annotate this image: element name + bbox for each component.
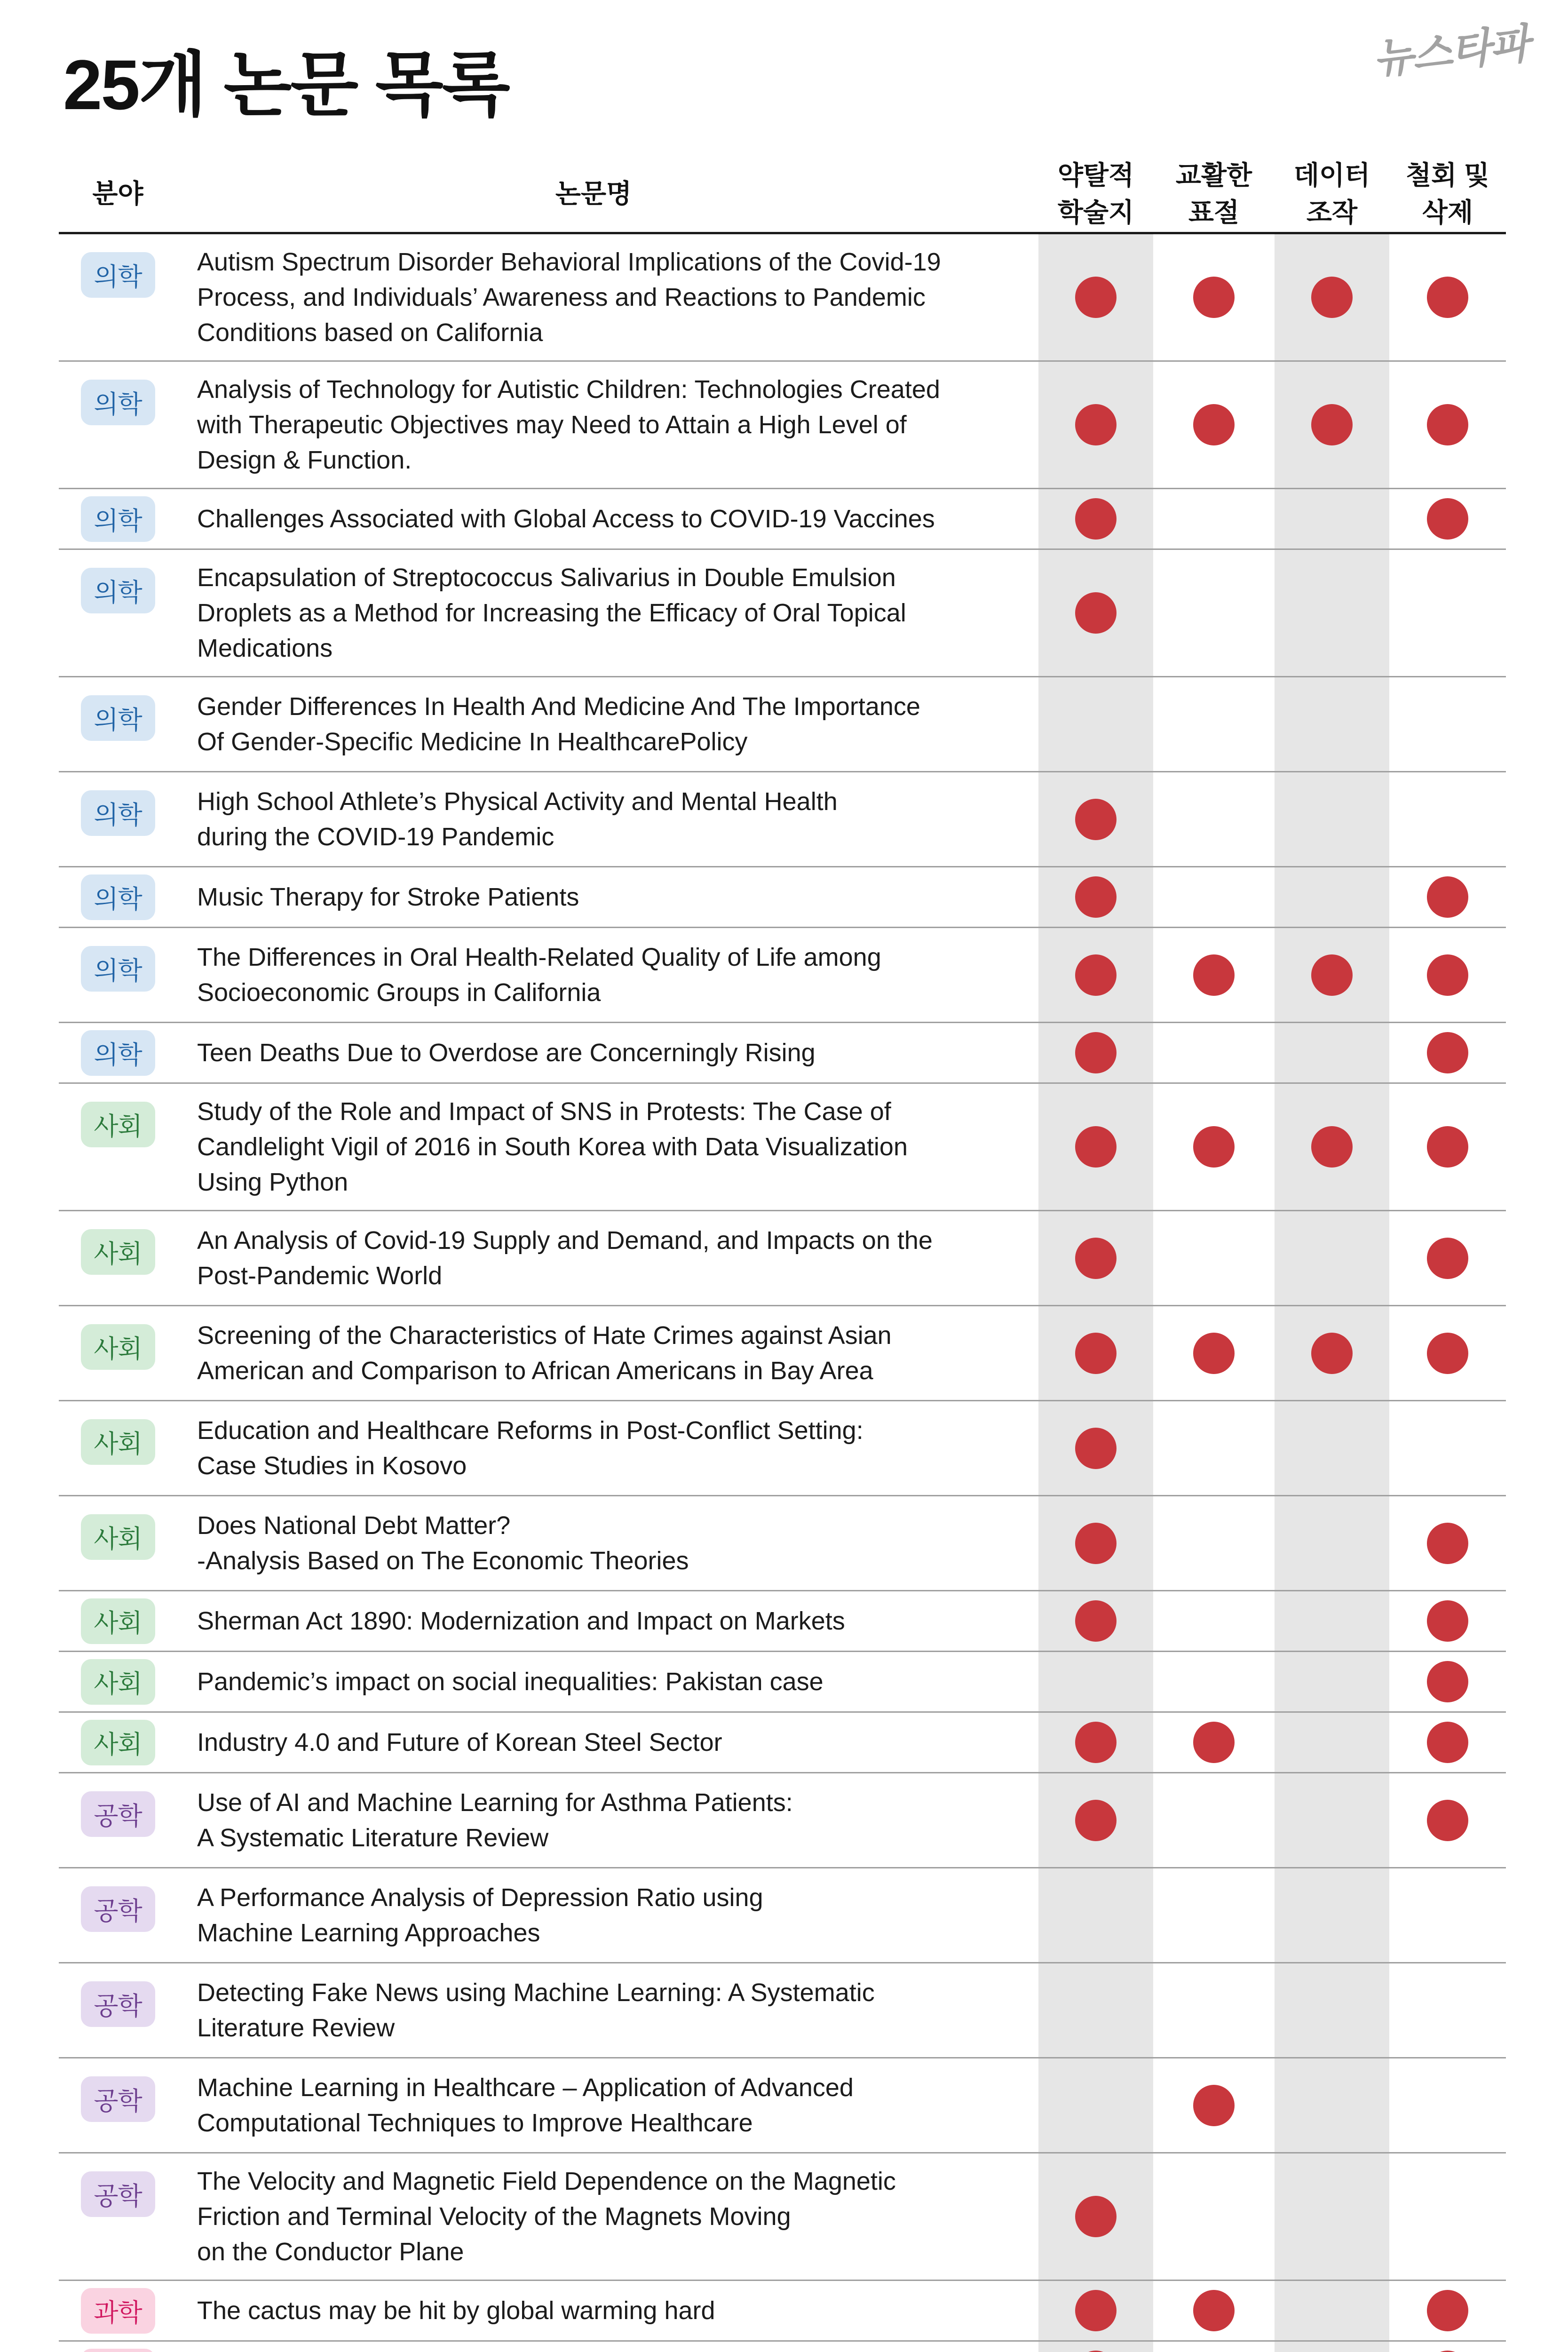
- category-badge: 공학: [81, 1886, 155, 1932]
- mark-cell-retraction: [1389, 2058, 1506, 2152]
- mark-dot: [1075, 1428, 1117, 1469]
- mark-dot: [1427, 1523, 1468, 1564]
- category-badge: 사회: [81, 1720, 155, 1765]
- mark-dot: [1075, 498, 1117, 540]
- category-cell: [59, 772, 177, 866]
- mark-cell-retraction: [1389, 1496, 1506, 1590]
- table-row: [59, 928, 1506, 1023]
- mark-cell-plagiarism: [1153, 2058, 1275, 2152]
- mark-cell-plagiarism: [1153, 1496, 1275, 1590]
- mark-cell-retraction: [1389, 1868, 1506, 1962]
- category-cell: [59, 1868, 177, 1962]
- paper-title: Pandemic’s impact on social inequalities: Pakistan case: [197, 1667, 824, 1696]
- mark-dot: [1427, 954, 1468, 996]
- mark-cell-plagiarism: [1153, 1652, 1275, 1711]
- table-row: [59, 772, 1506, 867]
- mark-cell-data-manipulation: [1275, 2281, 1389, 2340]
- paper-title-cell: [177, 1306, 1038, 1400]
- mark-cell-data-manipulation: [1275, 1084, 1389, 1210]
- mark-dot: [1427, 404, 1468, 445]
- paper-title: The Differences in Oral Health-Related Quality of Life among Socioeconomic Groups in California: [197, 943, 881, 1007]
- header-title: 논문명: [555, 179, 632, 208]
- category-badge: 과학: [81, 2288, 155, 2334]
- category-badge: 사회: [81, 1419, 155, 1465]
- mark-cell-plagiarism: [1153, 1963, 1275, 2057]
- category-cell: [59, 1773, 177, 1867]
- mark-cell-plagiarism: [1153, 1084, 1275, 1210]
- category-cell: [59, 362, 177, 488]
- mark-dot: [1075, 592, 1117, 634]
- table-row: [59, 1401, 1506, 1496]
- paper-title-cell: [177, 1868, 1038, 1962]
- mark-dot: [1075, 876, 1117, 918]
- category-cell: [59, 2342, 177, 2352]
- mark-cell-predatory-journal: [1038, 1868, 1153, 1962]
- category-badge: 의학: [81, 568, 155, 613]
- mark-dot: [1075, 799, 1117, 840]
- mark-dot: [1075, 1032, 1117, 1073]
- mark-cell-predatory-journal: [1038, 1591, 1153, 1651]
- mark-dot: [1075, 404, 1117, 445]
- mark-dot: [1193, 1333, 1235, 1374]
- mark-cell-retraction: [1389, 1773, 1506, 1867]
- table-row: [59, 489, 1506, 550]
- category-badge: [81, 2349, 155, 2352]
- mark-dot: [1427, 2290, 1468, 2331]
- table-row: [59, 1773, 1506, 1868]
- mark-dot: [1075, 2290, 1117, 2331]
- mark-cell-predatory-journal: [1038, 2342, 1153, 2352]
- mark-cell-data-manipulation: [1275, 1023, 1389, 1082]
- category-badge: 공학: [81, 1791, 155, 1837]
- mark-cell-retraction: [1389, 1652, 1506, 1711]
- mark-cell-retraction: [1389, 2153, 1506, 2280]
- category-cell: [59, 2281, 177, 2340]
- mark-dot: [1427, 1238, 1468, 1279]
- paper-title-cell: [177, 489, 1038, 548]
- mark-dot: [1075, 1238, 1117, 1279]
- mark-cell-data-manipulation: [1275, 2058, 1389, 2152]
- paper-title: An Analysis of Covid-19 Supply and Demand, and Impacts on the Post-Pandemic World: [197, 1226, 933, 1290]
- paper-title-cell: [177, 1211, 1038, 1305]
- mark-dot: [1427, 1722, 1468, 1763]
- papers-table: [59, 155, 1506, 2352]
- newstapa-logo: 뉴스타파: [1370, 20, 1531, 83]
- mark-cell-retraction: [1389, 867, 1506, 927]
- header-field: 분야: [92, 179, 143, 208]
- paper-title-cell: [177, 1496, 1038, 1590]
- paper-title-cell: [177, 2153, 1038, 2280]
- paper-title-cell: [177, 1713, 1038, 1772]
- paper-title: Sherman Act 1890: Modernization and Impact on Markets: [197, 1606, 845, 1635]
- mark-cell-data-manipulation: [1275, 234, 1389, 360]
- table-row: [59, 677, 1506, 772]
- category-cell: [59, 928, 177, 1022]
- paper-title: Teen Deaths Due to Overdose are Concerningly Rising: [197, 1038, 816, 1067]
- table-row: [59, 1306, 1506, 1401]
- mark-dot: [1193, 2085, 1235, 2126]
- mark-cell-plagiarism: [1153, 1211, 1275, 1305]
- paper-title-cell: [177, 234, 1038, 360]
- mark-cell-retraction: [1389, 550, 1506, 676]
- table-body: [59, 234, 1506, 2352]
- category-cell: [59, 867, 177, 927]
- category-cell: [59, 489, 177, 548]
- mark-cell-predatory-journal: [1038, 677, 1153, 771]
- mark-cell-plagiarism: [1153, 362, 1275, 488]
- mark-dot: [1193, 1126, 1235, 1168]
- mark-cell-retraction: [1389, 1084, 1506, 1210]
- mark-cell-data-manipulation: [1275, 550, 1389, 676]
- table-header: [59, 155, 1506, 234]
- paper-title-cell: [177, 1963, 1038, 2057]
- mark-cell-retraction: [1389, 1211, 1506, 1305]
- mark-cell-predatory-journal: [1038, 1773, 1153, 1867]
- mark-cell-predatory-journal: [1038, 1963, 1153, 2057]
- mark-dot: [1427, 1333, 1468, 1374]
- category-cell: [59, 677, 177, 771]
- paper-title-cell: [177, 362, 1038, 488]
- mark-dot: [1193, 277, 1235, 318]
- mark-dot: [1427, 1032, 1468, 1073]
- paper-title-cell: [177, 2342, 1038, 2352]
- paper-title: Study of the Role and Impact of SNS in Protests: The Case of Candlelight Vigil of 2016 in South Korea with Data Visualization Using Python: [197, 1097, 908, 1196]
- paper-title-cell: [177, 1591, 1038, 1651]
- mark-dot: [1075, 1126, 1117, 1168]
- category-cell: [59, 1401, 177, 1495]
- mark-dot: [1193, 2290, 1235, 2331]
- paper-title: Detecting Fake News using Machine Learning: A Systematic Literature Review: [197, 1978, 875, 2042]
- category-cell: [59, 1084, 177, 1210]
- table-row: [59, 1591, 1506, 1652]
- category-badge: 의학: [81, 874, 155, 920]
- mark-dot: [1427, 277, 1468, 318]
- category-badge: 사회: [81, 1102, 155, 1147]
- mark-cell-data-manipulation: [1275, 1868, 1389, 1962]
- paper-title-cell: [177, 550, 1038, 676]
- mark-dot: [1427, 876, 1468, 918]
- mark-dot: [1427, 1126, 1468, 1168]
- paper-title: Machine Learning in Healthcare – Application of Advanced Computational Techniques to Improve Healthcare: [197, 2073, 854, 2137]
- category-cell: [59, 1023, 177, 1082]
- mark-cell-predatory-journal: [1038, 2058, 1153, 2152]
- mark-cell-retraction: [1389, 928, 1506, 1022]
- mark-dot: [1075, 1722, 1117, 1763]
- category-badge: 사회: [81, 1598, 155, 1644]
- mark-cell-predatory-journal: [1038, 928, 1153, 1022]
- mark-dot: [1193, 1722, 1235, 1763]
- mark-dot: [1075, 1333, 1117, 1374]
- mark-cell-plagiarism: [1153, 2342, 1275, 2352]
- table-row: [59, 1084, 1506, 1211]
- mark-cell-predatory-journal: [1038, 1084, 1153, 1210]
- paper-title: Screening of the Characteristics of Hate Crimes against Asian American and Comparison to African Americans in Bay Area: [197, 1321, 892, 1385]
- paper-title: Industry 4.0 and Future of Korean Steel Sector: [197, 1728, 722, 1756]
- mark-cell-data-manipulation: [1275, 928, 1389, 1022]
- mark-cell-predatory-journal: [1038, 489, 1153, 548]
- paper-title-cell: [177, 1401, 1038, 1495]
- mark-cell-data-manipulation: [1275, 1401, 1389, 1495]
- mark-cell-data-manipulation: [1275, 2342, 1389, 2352]
- mark-dot: [1311, 404, 1353, 445]
- category-badge: 사회: [81, 1229, 155, 1275]
- category-badge: 사회: [81, 1324, 155, 1370]
- category-cell: [59, 2153, 177, 2280]
- mark-dot: [1075, 1800, 1117, 1841]
- mark-cell-data-manipulation: [1275, 2153, 1389, 2280]
- table-row: [59, 362, 1506, 489]
- paper-title: Analysis of Technology for Autistic Children: Technologies Created with Therapeutic Objectives may Need to Attain a High Level of Design & Function.: [197, 375, 940, 474]
- mark-cell-data-manipulation: [1275, 1963, 1389, 2057]
- category-cell: [59, 234, 177, 360]
- table-row: [59, 2058, 1506, 2153]
- mark-cell-data-manipulation: [1275, 677, 1389, 771]
- paper-title: Use of AI and Machine Learning for Asthma Patients: A Systematic Literature Review: [197, 1788, 793, 1852]
- mark-cell-retraction: [1389, 1591, 1506, 1651]
- category-badge: 공학: [81, 2171, 155, 2217]
- mark-cell-plagiarism: [1153, 677, 1275, 771]
- mark-dot: [1193, 404, 1235, 445]
- mark-cell-predatory-journal: [1038, 772, 1153, 866]
- category-cell: [59, 1306, 177, 1400]
- mark-cell-retraction: [1389, 1713, 1506, 1772]
- paper-title: Music Therapy for Stroke Patients: [197, 882, 579, 911]
- category-cell: [59, 1652, 177, 1711]
- mark-cell-predatory-journal: [1038, 1496, 1153, 1590]
- mark-cell-plagiarism: [1153, 550, 1275, 676]
- mark-cell-plagiarism: [1153, 234, 1275, 360]
- mark-dot: [1427, 1800, 1468, 1841]
- paper-title: Gender Differences In Health And Medicine And The Importance Of Gender-Specific Medicine In HealthcarePolicy: [197, 692, 920, 756]
- mark-cell-retraction: [1389, 2342, 1506, 2352]
- paper-title: Education and Healthcare Reforms in Post-Conflict Setting: Case Studies in Kosovo: [197, 1416, 863, 1480]
- category-cell: [59, 1211, 177, 1305]
- table-row: [59, 1963, 1506, 2058]
- table-row: [59, 550, 1506, 677]
- mark-cell-plagiarism: [1153, 1023, 1275, 1082]
- mark-cell-predatory-journal: [1038, 1023, 1153, 1082]
- mark-cell-predatory-journal: [1038, 867, 1153, 927]
- mark-dot: [1427, 1661, 1468, 1702]
- mark-cell-plagiarism: [1153, 1713, 1275, 1772]
- table-row: [59, 2342, 1506, 2352]
- category-badge: 공학: [81, 2076, 155, 2122]
- mark-cell-retraction: [1389, 362, 1506, 488]
- paper-title: Autism Spectrum Disorder Behavioral Implications of the Covid-19 Process, and Individuals’ Awareness and Reactions to Pandemic Conditions based on California: [197, 247, 941, 347]
- mark-cell-predatory-journal: [1038, 2281, 1153, 2340]
- mark-cell-predatory-journal: [1038, 1306, 1153, 1400]
- table-row: [59, 1496, 1506, 1591]
- mark-cell-plagiarism: [1153, 2153, 1275, 2280]
- mark-cell-data-manipulation: [1275, 1773, 1389, 1867]
- category-cell: [59, 1591, 177, 1651]
- category-cell: [59, 1496, 177, 1590]
- mark-cell-plagiarism: [1153, 772, 1275, 866]
- mark-cell-plagiarism: [1153, 1773, 1275, 1867]
- category-badge: 의학: [81, 380, 155, 425]
- mark-cell-plagiarism: [1153, 867, 1275, 927]
- category-badge: 의학: [81, 946, 155, 992]
- paper-title-cell: [177, 928, 1038, 1022]
- table-row: [59, 1652, 1506, 1713]
- mark-dot: [1311, 1126, 1353, 1168]
- header-predatory-journal: 약탈적 학술지: [1057, 160, 1134, 227]
- mark-cell-predatory-journal: [1038, 2153, 1153, 2280]
- category-badge: 의학: [81, 496, 155, 542]
- mark-cell-predatory-journal: [1038, 1652, 1153, 1711]
- mark-dot: [1075, 2196, 1117, 2237]
- mark-cell-data-manipulation: [1275, 1211, 1389, 1305]
- category-badge: 의학: [81, 695, 155, 741]
- paper-title: The Velocity and Magnetic Field Dependence on the Magnetic Friction and Terminal Velocity of the Magnets Moving on the Conductor Plane: [197, 2167, 896, 2266]
- mark-cell-data-manipulation: [1275, 1306, 1389, 1400]
- table-row: [59, 1868, 1506, 1963]
- mark-dot: [1311, 277, 1353, 318]
- mark-dot: [1311, 1333, 1353, 1374]
- mark-cell-data-manipulation: [1275, 772, 1389, 866]
- mark-cell-plagiarism: [1153, 928, 1275, 1022]
- mark-cell-retraction: [1389, 489, 1506, 548]
- mark-dot: [1193, 954, 1235, 996]
- category-badge: 공학: [81, 1981, 155, 2027]
- mark-cell-data-manipulation: [1275, 489, 1389, 548]
- mark-cell-predatory-journal: [1038, 550, 1153, 676]
- mark-cell-data-manipulation: [1275, 1652, 1389, 1711]
- mark-cell-plagiarism: [1153, 1401, 1275, 1495]
- mark-cell-predatory-journal: [1038, 1713, 1153, 1772]
- category-cell: [59, 1713, 177, 1772]
- mark-cell-predatory-journal: [1038, 234, 1153, 360]
- table-row: [59, 2153, 1506, 2281]
- mark-cell-retraction: [1389, 772, 1506, 866]
- category-cell: [59, 1963, 177, 2057]
- mark-cell-retraction: [1389, 677, 1506, 771]
- category-cell: [59, 550, 177, 676]
- mark-cell-retraction: [1389, 234, 1506, 360]
- paper-title-cell: [177, 1023, 1038, 1082]
- paper-title-cell: [177, 677, 1038, 771]
- paper-title-cell: [177, 2058, 1038, 2152]
- paper-title-cell: [177, 2281, 1038, 2340]
- paper-title: Encapsulation of Streptococcus Salivarius in Double Emulsion Droplets as a Method for Increasing the Efficacy of Oral Topical Medications: [197, 563, 906, 662]
- paper-title: The cactus may be hit by global warming hard: [197, 2296, 715, 2325]
- mark-cell-predatory-journal: [1038, 362, 1153, 488]
- category-badge: 사회: [81, 1659, 155, 1705]
- mark-cell-predatory-journal: [1038, 1401, 1153, 1495]
- mark-dot: [1075, 277, 1117, 318]
- header-data-manipulation: 데이터 조작: [1293, 160, 1370, 227]
- mark-dot: [1427, 1600, 1468, 1642]
- table-row: [59, 1023, 1506, 1084]
- table-row: [59, 234, 1506, 362]
- table-row: [59, 867, 1506, 928]
- mark-cell-plagiarism: [1153, 1868, 1275, 1962]
- category-badge: 의학: [81, 252, 155, 298]
- mark-cell-retraction: [1389, 1306, 1506, 1400]
- paper-title-cell: [177, 772, 1038, 866]
- mark-cell-plagiarism: [1153, 1591, 1275, 1651]
- paper-title-cell: [177, 1773, 1038, 1867]
- header-retraction: 철회 및 삭제: [1406, 160, 1489, 227]
- mark-cell-data-manipulation: [1275, 1591, 1389, 1651]
- category-badge: 의학: [81, 790, 155, 836]
- category-badge: 사회: [81, 1514, 155, 1560]
- table-row: [59, 2281, 1506, 2342]
- paper-title: A Performance Analysis of Depression Ratio using Machine Learning Approaches: [197, 1883, 763, 1947]
- mark-dot: [1311, 954, 1353, 996]
- mark-cell-data-manipulation: [1275, 1496, 1389, 1590]
- category-badge: 의학: [81, 1030, 155, 1076]
- paper-title: Challenges Associated with Global Access to COVID-19 Vaccines: [197, 504, 935, 533]
- mark-cell-plagiarism: [1153, 489, 1275, 548]
- mark-cell-retraction: [1389, 1401, 1506, 1495]
- mark-cell-plagiarism: [1153, 2281, 1275, 2340]
- table-row: [59, 1713, 1506, 1773]
- mark-cell-data-manipulation: [1275, 867, 1389, 927]
- header-plagiarism: 교활한 표절: [1175, 160, 1252, 227]
- paper-title: Does National Debt Matter? -Analysis Based on The Economic Theories: [197, 1511, 689, 1575]
- paper-title-cell: [177, 1652, 1038, 1711]
- category-cell: [59, 2058, 177, 2152]
- mark-cell-predatory-journal: [1038, 1211, 1153, 1305]
- page-title: 25개 논문 목록: [63, 45, 509, 124]
- mark-cell-retraction: [1389, 1963, 1506, 2057]
- mark-cell-retraction: [1389, 2281, 1506, 2340]
- mark-cell-data-manipulation: [1275, 362, 1389, 488]
- paper-title-cell: [177, 1084, 1038, 1210]
- paper-title-cell: [177, 867, 1038, 927]
- table-row: [59, 1211, 1506, 1306]
- mark-dot: [1427, 498, 1468, 540]
- mark-cell-data-manipulation: [1275, 1713, 1389, 1772]
- mark-dot: [1075, 954, 1117, 996]
- mark-dot: [1075, 1523, 1117, 1564]
- paper-title: High School Athlete’s Physical Activity and Mental Health during the COVID-19 Pandemic: [197, 787, 838, 851]
- mark-dot: [1075, 1600, 1117, 1642]
- mark-cell-retraction: [1389, 1023, 1506, 1082]
- mark-cell-plagiarism: [1153, 1306, 1275, 1400]
